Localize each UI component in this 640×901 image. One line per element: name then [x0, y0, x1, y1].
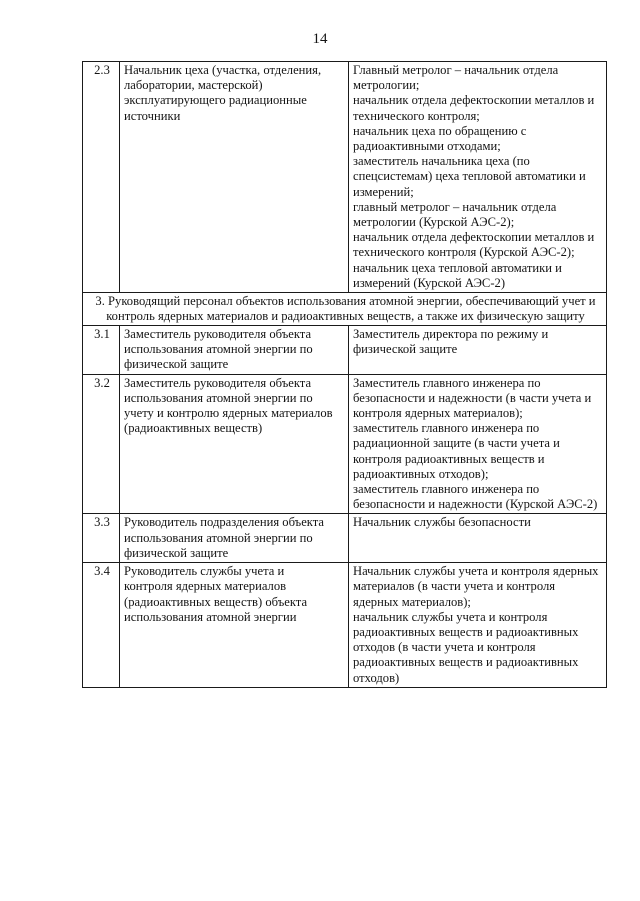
- table-row: [83, 326, 607, 375]
- equivalent-positions: Заместитель директора по режиму и физической защите: [349, 326, 607, 375]
- position-title: Начальник цеха (участка, отделения, лаборатории, мастерской) эксплуатирующего радиационные источники: [120, 62, 349, 293]
- table-row: [83, 514, 607, 563]
- row-number: 3.4: [83, 563, 120, 688]
- table-row: [83, 62, 607, 293]
- equivalent-positions: Заместитель главного инженера по безопасности и надежности (в части учета и контроля ядерных материалов); заместитель главного инженера по радиационной защите (в части учета и контроля радиоактивных веществ и радиоактивных отходов); заместитель главного инженера по безопасности и надежности (Курской АЭС-2): [349, 374, 607, 514]
- position-title: Заместитель руководителя объекта использования атомной энергии по учету и контролю ядерных материалов (радиоактивных веществ): [120, 374, 349, 514]
- row-number: 3.2: [83, 374, 120, 514]
- section-heading: 3. Руководящий персонал объектов использования атомной энергии, обеспечивающий учет и контроль ядерных материалов и радиоактивных веществ, а также их физическую защиту: [83, 293, 607, 326]
- equivalent-positions: Начальник службы безопасности: [349, 514, 607, 563]
- position-title: Заместитель руководителя объекта использования атомной энергии по физической защите: [120, 326, 349, 375]
- page-number: 14: [312, 31, 328, 47]
- section-heading-row: [83, 293, 607, 326]
- table-row: [83, 563, 607, 688]
- row-number: 3.3: [83, 514, 120, 563]
- positions-table: [82, 61, 607, 688]
- row-number: 2.3: [83, 62, 120, 293]
- position-title: Руководитель службы учета и контроля ядерных материалов (радиоактивных веществ) объекта использования атомной энергии: [120, 563, 349, 688]
- table-row: [83, 374, 607, 514]
- position-title: Руководитель подразделения объекта использования атомной энергии по физической защите: [120, 514, 349, 563]
- equivalent-positions: Начальник службы учета и контроля ядерных материалов (в части учета и контроля ядерных материалов); начальник службы учета и контроля радиоактивных веществ и радиоактивных отходов (в части учета и контроля радиоактивных веществ и радиоактивных отходов): [349, 563, 607, 688]
- equivalent-positions: Главный метролог – начальник отдела метрологии; начальник отдела дефектоскопии металлов и технического контроля; начальник цеха по обращению с радиоактивными отходами; заместитель начальника цеха (по спецсистемам) цеха тепловой автоматики и измерений; главный метролог – начальник отдела метрологии (Курской АЭС-2); начальник отдела дефектоскопии металлов и технического контроля (Курской АЭС-2); начальник цеха тепловой автоматики и измерений (Курской АЭС-2): [349, 62, 607, 293]
- row-number: 3.1: [83, 326, 120, 375]
